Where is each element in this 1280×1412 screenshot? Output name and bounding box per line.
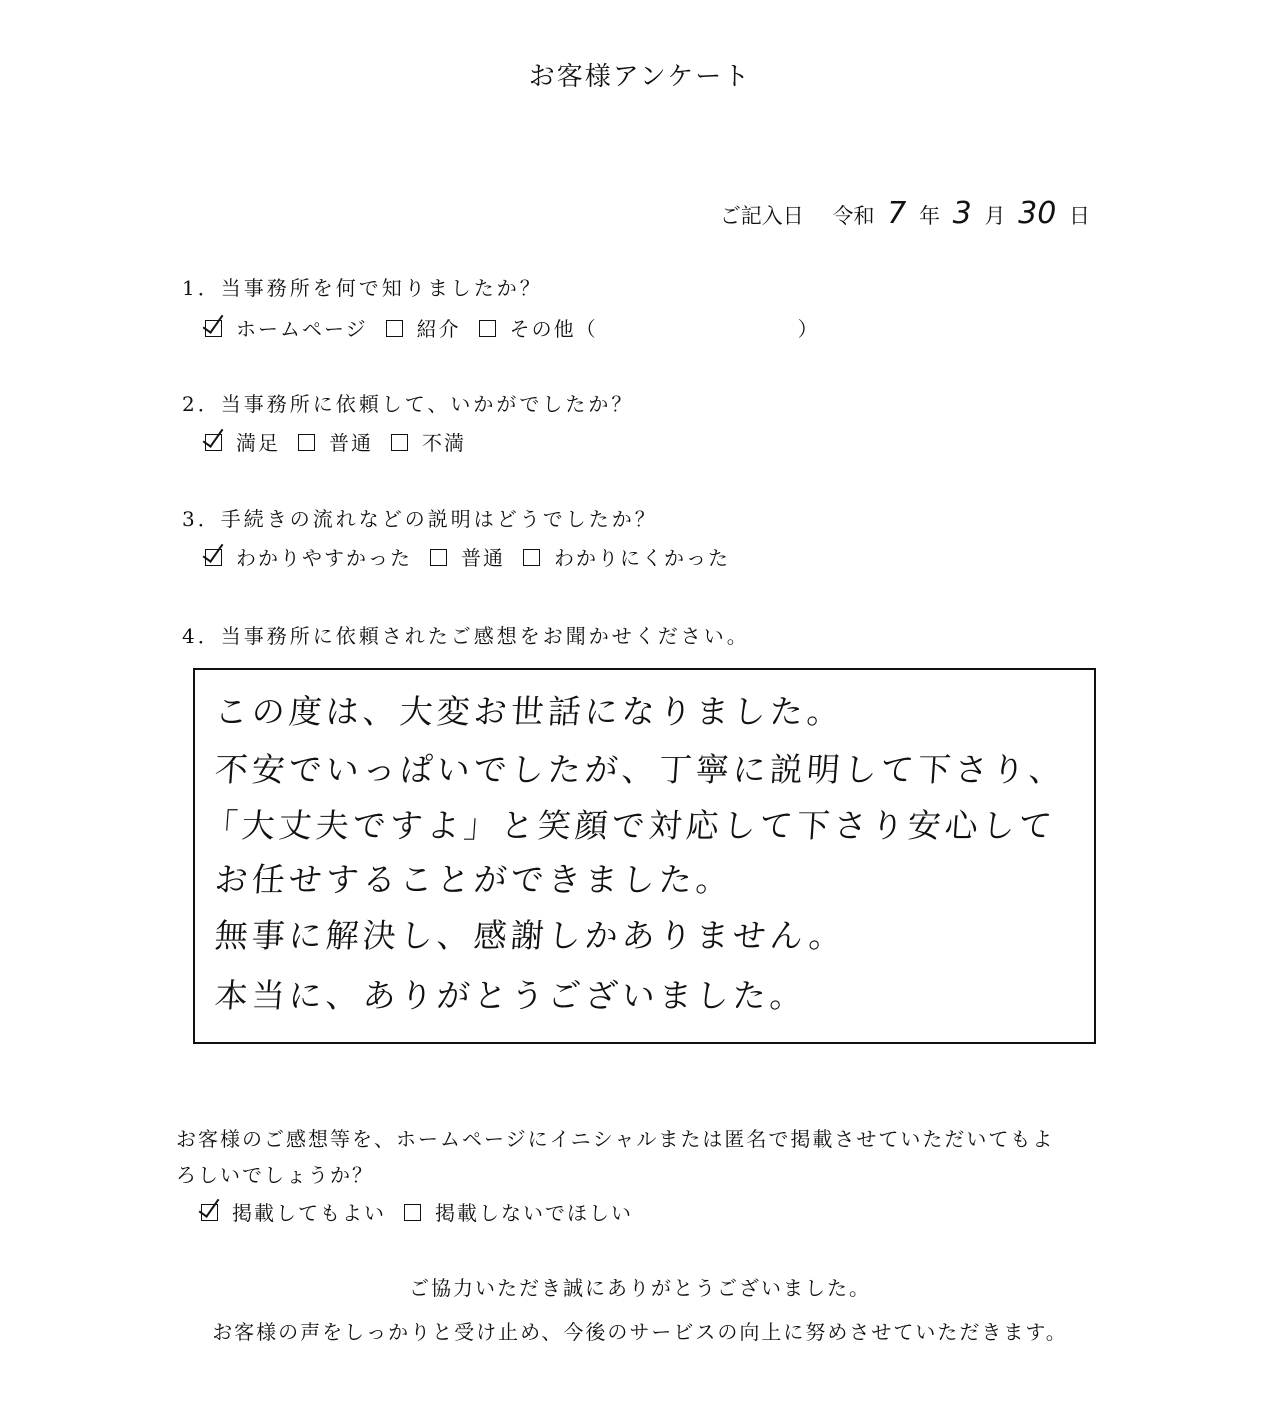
- option-homepage-label: ホームページ: [236, 317, 368, 341]
- question-3: 3．手続きの流れなどの説明はどうでしたか？: [182, 507, 658, 531]
- other-close-paren: ）: [797, 317, 820, 341]
- question-1-options: [205, 313, 820, 342]
- entry-date-year-unit: 年: [918, 204, 940, 228]
- page-title: お客様アンケート: [528, 62, 752, 92]
- entry-date-year[interactable]: 7: [887, 196, 907, 231]
- option-referral-label: 紹介: [416, 317, 461, 341]
- option-publish-ok-label: 掲載してもよい: [232, 1201, 386, 1225]
- checkbox-easy[interactable]: [205, 549, 222, 566]
- comment-line: 無事に解決し、感謝しかありません。: [213, 916, 848, 955]
- comment-line: お任せすることができました。: [213, 860, 735, 899]
- comment-box[interactable]: [193, 668, 1096, 1044]
- entry-date-day-unit: 日: [1069, 204, 1090, 228]
- option-publish-no-label: 掲載しないでほしい: [435, 1201, 633, 1225]
- checkbox-other[interactable]: [479, 320, 496, 337]
- option-neutral-label: 普通: [329, 431, 373, 455]
- checkbox-neutral[interactable]: [298, 434, 315, 451]
- question-2-options: [205, 427, 466, 456]
- checkbox-normal[interactable]: [430, 549, 447, 566]
- checkbox-satisfied[interactable]: [205, 434, 222, 451]
- checkbox-publish-ok[interactable]: [201, 1204, 218, 1221]
- option-hard-label: わかりにくかった: [554, 546, 730, 570]
- footer-message: お客様の声をしっかりと受け止め、今後のサービスの向上に努めさせていただきます。: [212, 1320, 1068, 1344]
- comment-line: 「大丈夫ですよ」と笑顔で対応して下さり安心して: [203, 806, 1058, 845]
- question-4: 4．当事務所に依頼されたご感想をお聞かせください。: [182, 624, 750, 648]
- question-3-options: [205, 542, 730, 571]
- checkbox-referral[interactable]: [386, 320, 403, 337]
- entry-date-month[interactable]: 3: [952, 196, 972, 231]
- entry-date-label: ご記入日: [719, 204, 804, 228]
- question-1: 1．当事務所を何で知りましたか？: [182, 276, 543, 300]
- question-2: 2．当事務所に依頼して、いかがでしたか？: [182, 392, 635, 416]
- entry-date-month-unit: 月: [984, 204, 1006, 228]
- option-dissatisfied-label: 不満: [422, 431, 466, 455]
- entry-date-era: 令和: [832, 204, 875, 228]
- checkbox-hard[interactable]: [523, 549, 540, 566]
- comment-line: 不安でいっぱいでしたが、丁寧に説明して下さり、: [213, 750, 1068, 789]
- comment-line: 本当に、ありがとうございました。: [213, 976, 809, 1015]
- option-satisfied-label: 満足: [236, 431, 280, 455]
- checkbox-dissatisfied[interactable]: [391, 434, 408, 451]
- option-easy-label: わかりやすかった: [236, 546, 412, 570]
- entry-date-day[interactable]: 30: [1018, 196, 1057, 231]
- publish-question-line2: ろしいでしょうか？: [176, 1163, 374, 1187]
- publish-question-line1: お客様のご感想等を、ホームページにイニシャルまたは匿名で掲載させていただいてもよ: [176, 1127, 1055, 1151]
- checkbox-homepage[interactable]: [205, 320, 222, 337]
- footer-thanks: ご協力いただき誠にありがとうございました。: [409, 1276, 871, 1300]
- entry-date: [720, 196, 1090, 231]
- option-other-label: その他（: [509, 317, 598, 341]
- checkbox-publish-no[interactable]: [404, 1204, 421, 1221]
- comment-line: この度は、大変お世話になりました。: [213, 692, 846, 731]
- publish-options: [201, 1197, 633, 1226]
- option-normal-label: 普通: [461, 546, 505, 570]
